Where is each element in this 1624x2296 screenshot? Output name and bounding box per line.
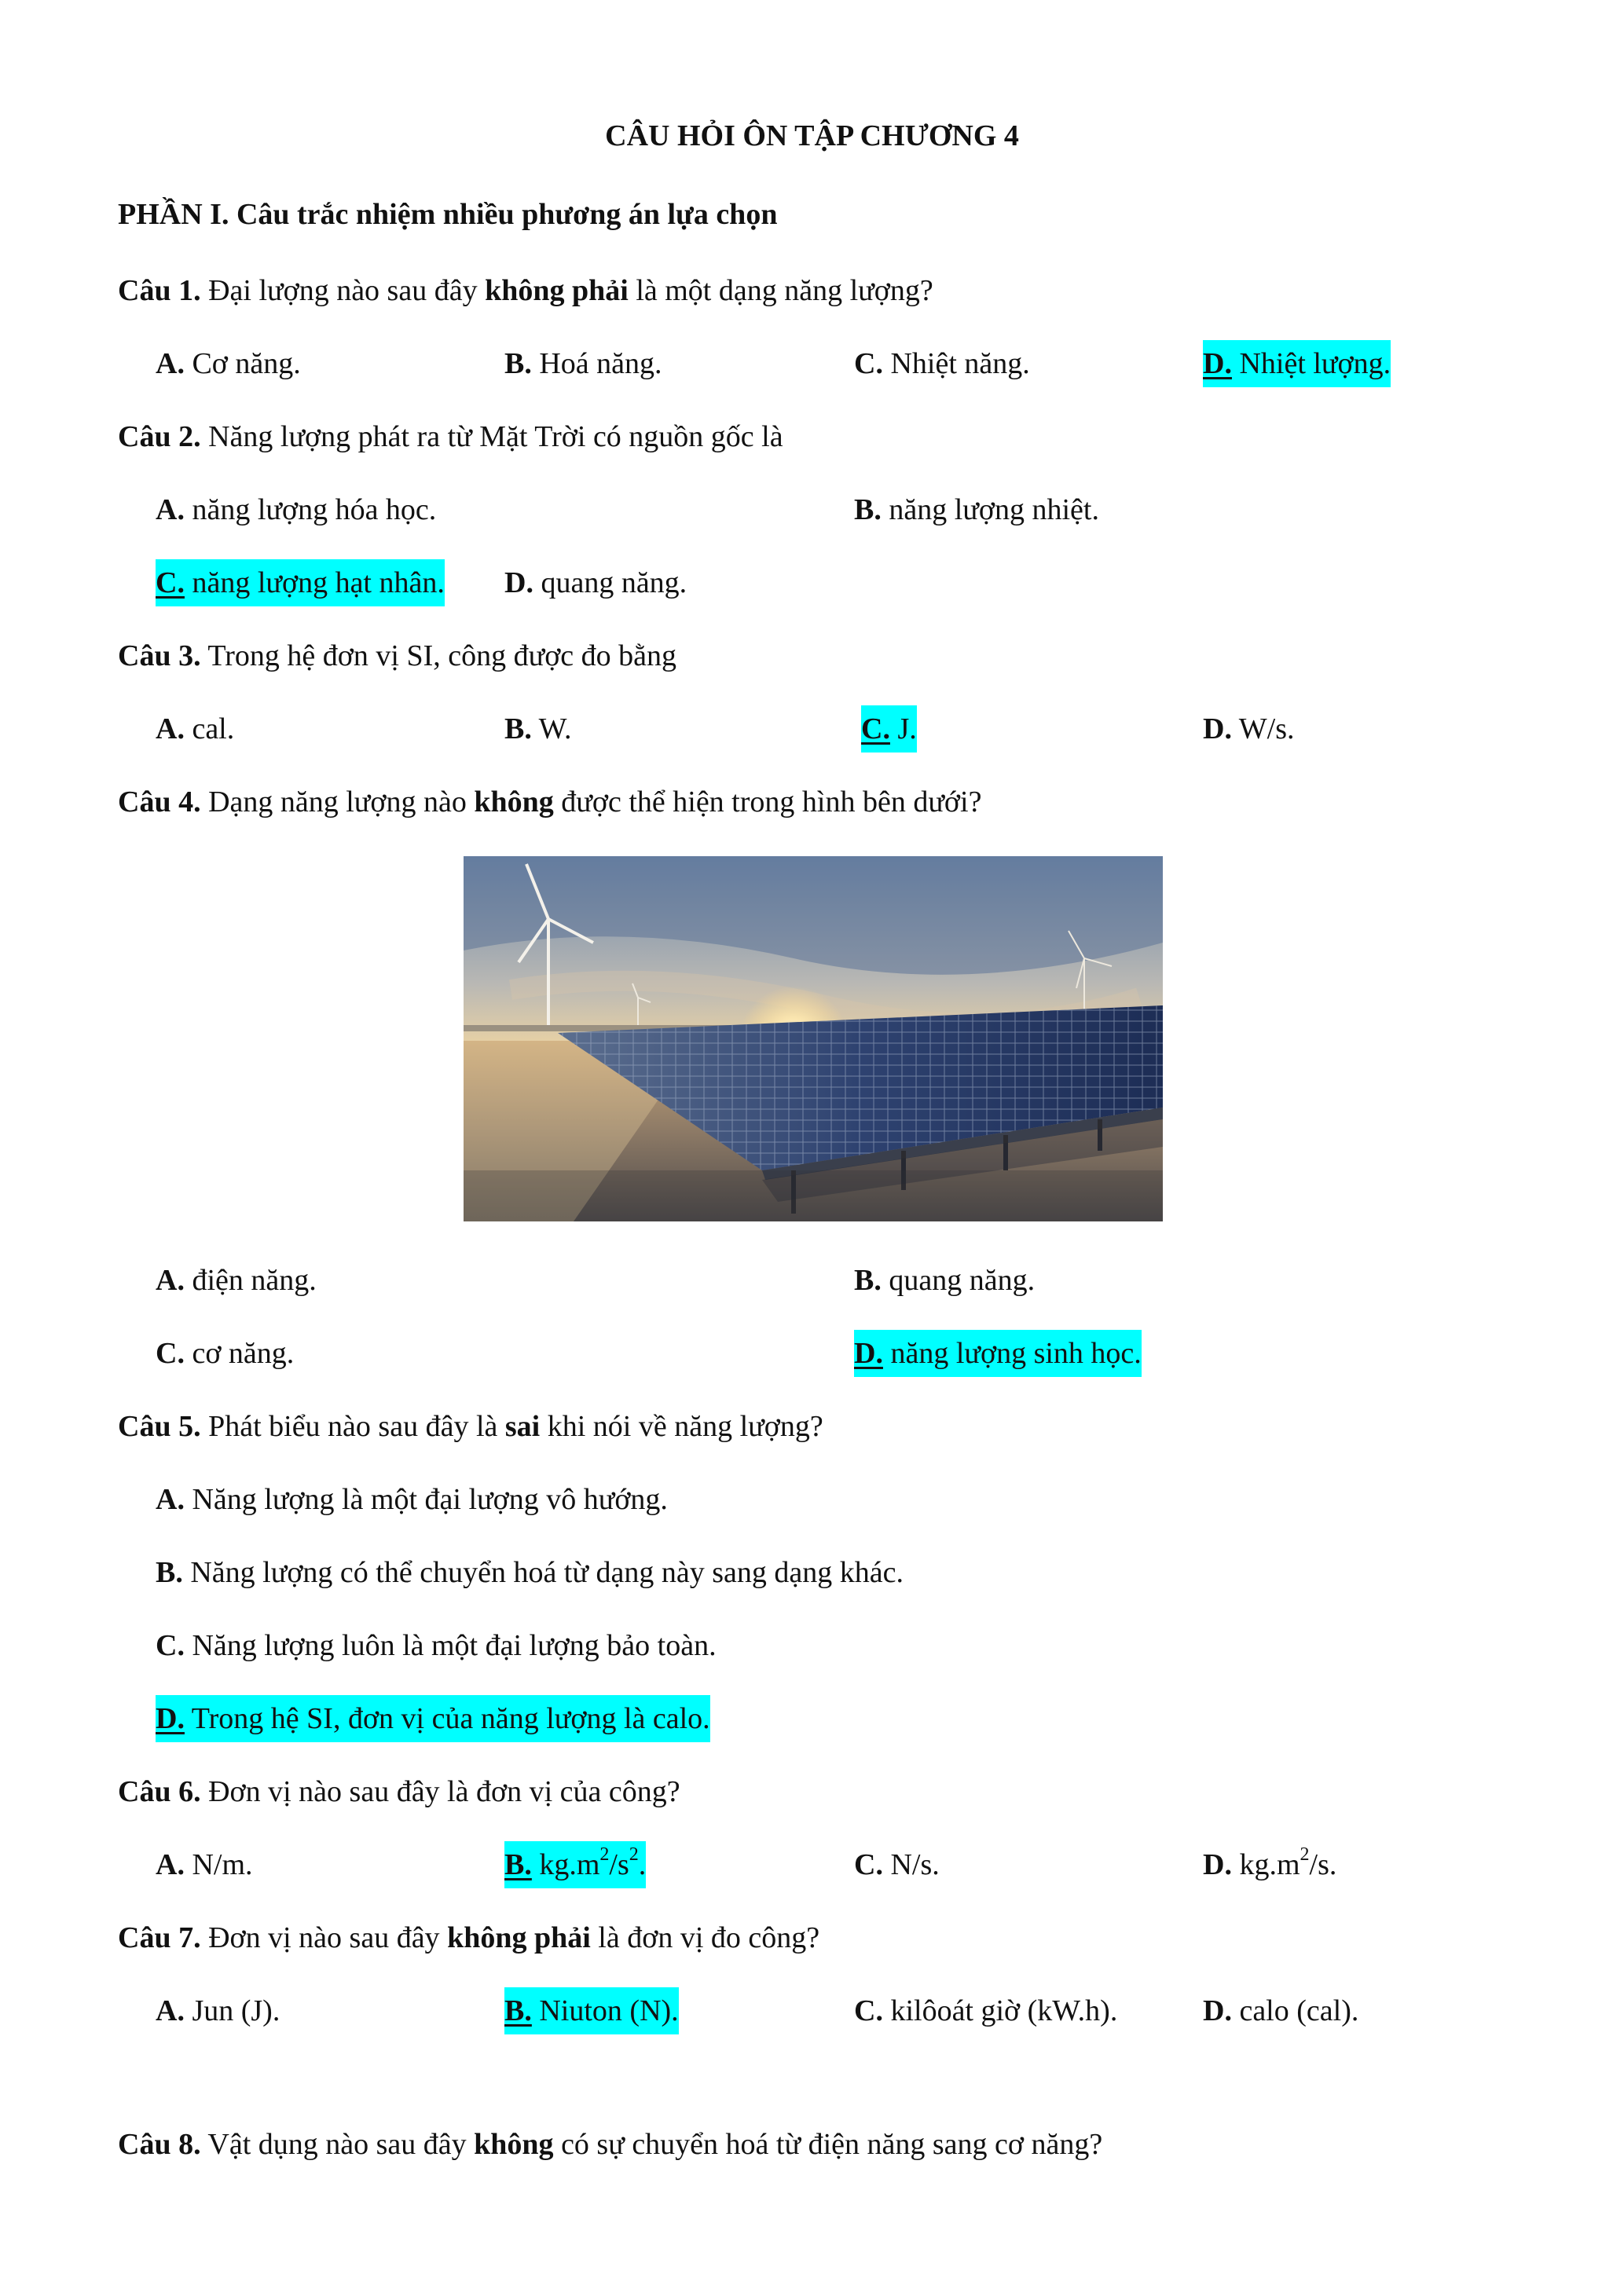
q2-option-d: D. quang năng. [504,566,687,599]
q6-option-d: D. $kg.m^2/s$. [1203,1844,1337,1881]
question-1-stem-text: Câu 1. Đại lượng nào sau đây không phải là một dạng năng lượng? [118,274,933,307]
q6-option-a: A. N/m. [156,1848,253,1881]
question-label: Câu 2. [118,420,201,453]
section-heading-text: PHẦN I. Câu trắc nhiệm nhiều phương án lựa chọn [118,198,778,231]
q1-option-d-correct: D. Nhiệt lượng. [1203,340,1391,387]
question-2-options-row-1 [0,486,1624,533]
question-2-stem-text: Câu 2. Năng lượng phát ra từ Mặt Trời có nguồn gốc là [118,420,783,453]
question-3-stem-text: Câu 3. Trong hệ đơn vị SI, công được đo bằng [118,639,677,672]
question-5-stem [0,1403,1624,1450]
question-8-stem-text: Câu 8. Vật dụng nào sau đây không có sự chuyển hoá từ điện năng sang cơ năng? [118,2128,1103,2161]
question-4-options-row-1 [0,1257,1624,1304]
question-4-options-row-2 [0,1330,1624,1377]
q3-option-a: A. cal. [156,712,235,745]
question-5-stem-text: Câu 5. Phát biểu nào sau đây là sai khi nói về năng lượng? [118,1410,823,1443]
question-4-stem-text: Câu 4. Dạng năng lượng nào không được thể hiện trong hình bên dưới? [118,785,982,818]
question-3-stem [0,632,1624,679]
q4-option-c: C. cơ năng. [156,1337,295,1370]
q1-option-c: C. Nhiệt năng. [854,347,1030,380]
q1-option-a: A. Cơ năng. [156,347,301,380]
q7-option-d: D. calo (cal). [1203,1994,1359,2027]
q5-option-a-line [0,1476,1624,1523]
q5-option-a: A. Năng lượng là một đại lượng vô hướng. [156,1483,668,1516]
question-6-options [0,1841,1624,1888]
q7-option-a: A. Jun (J). [156,1994,280,2027]
question-7-stem [0,1914,1624,1961]
q5-option-d-correct: D. Trong hệ SI, đơn vị của năng lượng là calo. [156,1695,710,1742]
q5-option-b-line [0,1549,1624,1596]
question-7-options [0,1987,1624,2034]
question-2-stem [0,413,1624,460]
q3-option-d: D. W/s. [1203,712,1295,745]
q2-option-c-correct: C. năng lượng hạt nhân. [156,559,445,606]
section-heading [0,191,1624,238]
q4-option-d-correct: D. năng lượng sinh học. [854,1330,1142,1377]
q4-option-b: B. quang năng. [854,1264,1036,1297]
document-title: CÂU HỎI ÔN TẬP CHƯƠNG 4 [605,119,1019,152]
q6-option-b-correct: B. $kg.m^2/s^2$. [504,1841,646,1888]
question-label: Câu 6. [118,1775,201,1808]
q5-option-d-line [0,1695,1624,1742]
question-label: Câu 7. [118,1921,201,1954]
solar-wind-farm-photo [464,856,1163,1221]
q1-option-b: B. Hoá năng. [504,347,662,380]
q2-option-b: B. năng lượng nhiệt. [854,493,1099,526]
q6-option-c: C. N/s. [854,1848,940,1881]
question-6-stem [0,1768,1624,1815]
question-1-options [0,340,1624,387]
question-6-stem-text: Câu 6. Đơn vị nào sau đây là đơn vị của công? [118,1775,680,1808]
question-2-options-row-2 [0,559,1624,606]
q5-option-c: C. Năng lượng luôn là một đại lượng bảo toàn. [156,1629,717,1662]
q7-option-c: C. kilôoát giờ (kW.h). [854,1994,1118,2027]
question-8-stem [0,2121,1624,2168]
q5-option-c-line [0,1622,1624,1669]
q5-option-b: B. Năng lượng có thể chuyển hoá từ dạng này sang dạng khác. [156,1556,904,1589]
question-label: Câu 5. [118,1410,201,1443]
question-3-options [0,705,1624,753]
q4-option-a: A. điện năng. [156,1264,317,1297]
question-label: Câu 4. [118,785,201,818]
q3-option-c-correct: C. J. [861,705,917,753]
question-label: Câu 8. [118,2128,201,2161]
solar-wind-farm-illustration [464,856,1163,1221]
q7-option-b-correct: B. Niuton (N). [504,1987,679,2034]
question-label: Câu 1. [118,274,201,307]
q3-option-b: B. W. [504,712,572,745]
question-7-stem-text: Câu 7. Đơn vị nào sau đây không phải là đơn vị đo công? [118,1921,820,1954]
question-label: Câu 3. [118,639,201,672]
question-1-stem [0,267,1624,314]
question-4-stem [0,778,1624,826]
q2-option-a: A. năng lượng hóa học. [156,493,437,526]
